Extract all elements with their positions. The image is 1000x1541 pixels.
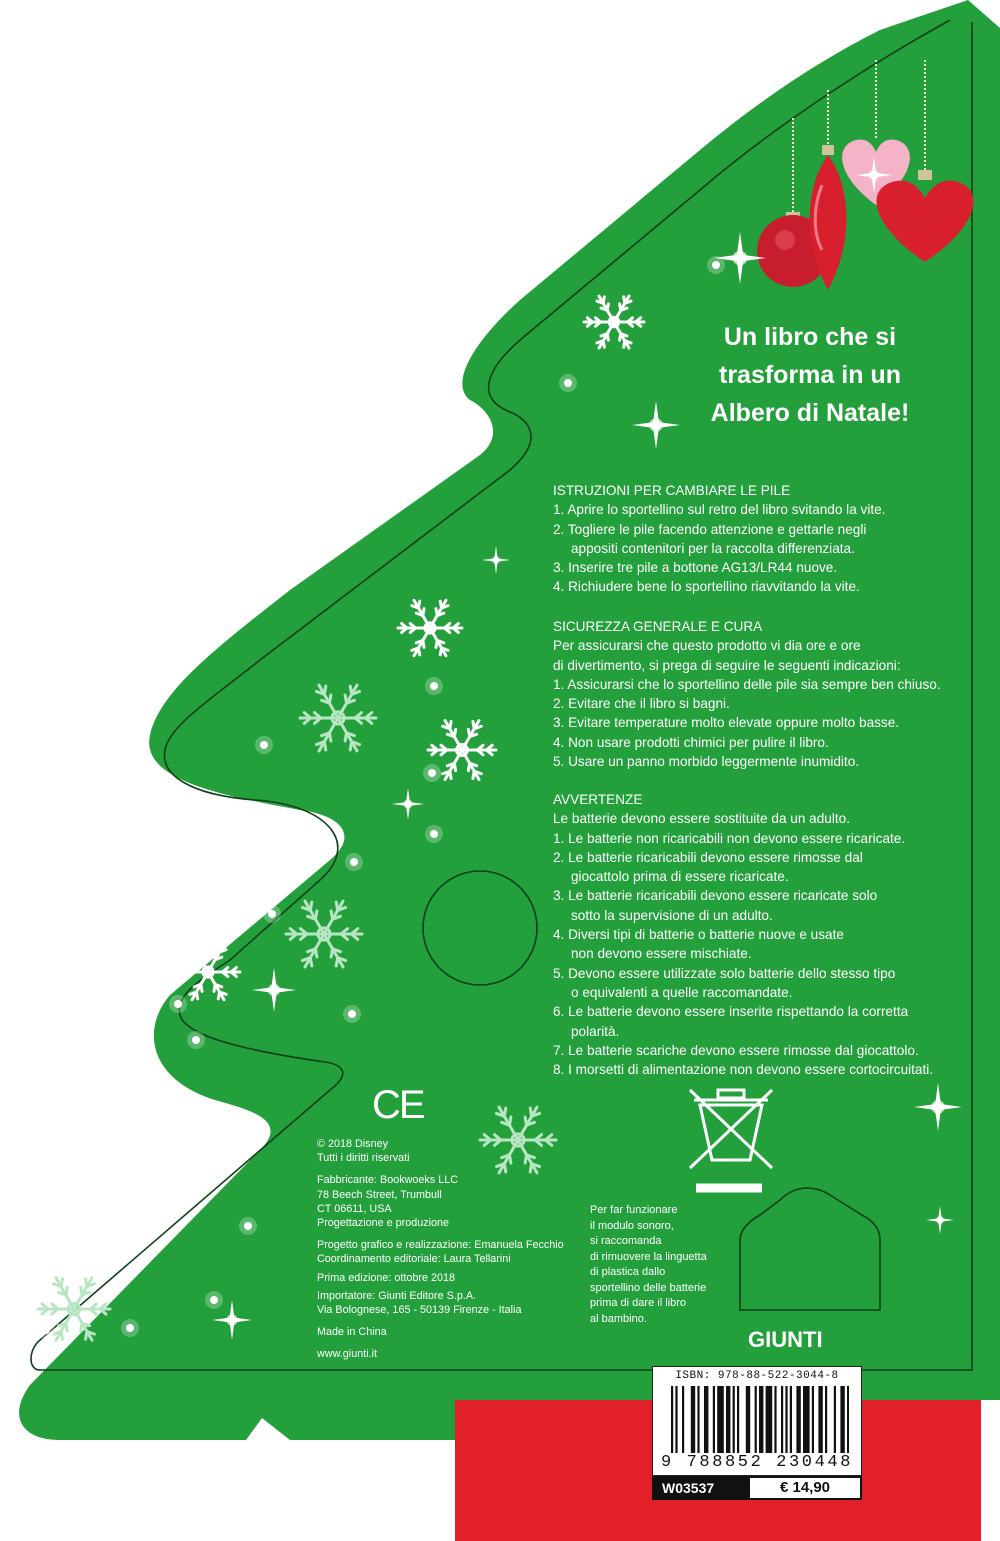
instruction-line: 4. Richiudere bene lo sportellino riavvitando la vite. bbox=[553, 579, 860, 595]
note-line: sportellino delle batterie bbox=[590, 1281, 707, 1294]
warning-line: 4. Diversi tipi di batterie o batterie nuove e usate bbox=[553, 927, 844, 943]
glow-dot bbox=[126, 1324, 134, 1332]
glow-dot bbox=[210, 1296, 218, 1304]
credit-line: Progettazione e produzione bbox=[317, 1217, 450, 1230]
credit-line: CT 06611, USA bbox=[317, 1202, 392, 1215]
credits bbox=[317, 1137, 617, 1362]
safety-line: 5. Usare un panno morbido leggermente inumidito. bbox=[553, 754, 860, 770]
warning-line: giocattolo prima di essere ricaricate. bbox=[571, 869, 789, 885]
battery-instructions bbox=[553, 481, 973, 597]
warning-line: non devono essere mischiate. bbox=[571, 946, 752, 962]
tagline-line: Un libro che si bbox=[723, 323, 897, 351]
glow-dot bbox=[260, 741, 268, 749]
credit-line: 78 Beech Street, Trumbull bbox=[317, 1188, 442, 1201]
note-line: al bambino. bbox=[590, 1312, 647, 1325]
glow-dot bbox=[350, 858, 358, 866]
credit-line: © 2018 Disney bbox=[317, 1138, 388, 1150]
credit-line: Coordinamento editoriale: Laura Tellarini bbox=[317, 1253, 511, 1266]
tagline-line: Albero di Natale! bbox=[710, 399, 910, 427]
section-title: ISTRUZIONI PER CAMBIARE LE PILE bbox=[553, 483, 791, 498]
note-line: Per far funzionare bbox=[590, 1204, 678, 1216]
safety-line: 1. Assicurarsi che lo sportellino delle pile sia sempre ben chiuso. bbox=[553, 676, 941, 692]
note-line: di plastica dallo bbox=[590, 1266, 666, 1278]
warning-line: 7. Le batterie scariche devono essere rimosse dal giocattolo. bbox=[553, 1042, 919, 1058]
note-line: il modulo sonoro, bbox=[590, 1219, 674, 1232]
note-line: si raccomanda bbox=[590, 1235, 662, 1247]
warning-line: Le batterie devono essere sostituite da un adulto. bbox=[553, 811, 850, 827]
note-line: prima di dare il libro bbox=[590, 1297, 686, 1309]
code-row bbox=[652, 1476, 862, 1500]
safety-line: 3. Evitare temperature molto elevate oppure molto basse. bbox=[553, 715, 900, 731]
warning-line: 6. Le batterie devono essere inserite rispettando la corretta bbox=[553, 1004, 909, 1020]
glow-dot bbox=[564, 379, 572, 387]
publisher-name: GIUNTI bbox=[748, 1327, 823, 1352]
barcode bbox=[667, 1386, 849, 1453]
glow-dot bbox=[244, 1222, 252, 1230]
credit-line: Made in China bbox=[317, 1326, 387, 1339]
sound-module-note bbox=[590, 1203, 730, 1327]
safety-line: 4. Non usare prodotti chimici per pulire il libro. bbox=[553, 734, 829, 750]
glow-dot bbox=[192, 1036, 200, 1044]
note-line: di rimuovere la linguetta bbox=[590, 1250, 707, 1263]
warning-line: 5. Devono essere utilizzate solo batterie dello stesso tipo bbox=[553, 965, 896, 981]
tagline-line: trasforma in un bbox=[719, 361, 901, 389]
glow-dot bbox=[174, 1000, 182, 1008]
glow-dot bbox=[268, 910, 276, 918]
safety-line: Per assicurarsi che questo prodotto vi dia ore e ore bbox=[553, 638, 861, 654]
barcode-digits: 9 788852 230448 bbox=[660, 1453, 854, 1472]
glow-dot bbox=[430, 830, 438, 838]
credit-line: Fabbricante: Bookwoeks LLC bbox=[317, 1174, 459, 1187]
credit-line: Via Bolognese, 165 - 50139 Firenze - Italia bbox=[317, 1304, 522, 1317]
warning-line: polarità. bbox=[571, 1023, 620, 1039]
credit-line: Progetto grafico e realizzazione: Emanuela Fecchio bbox=[317, 1239, 564, 1252]
isbn-label: ISBN: 978-88-522-3044-8 bbox=[675, 1370, 839, 1382]
product-code: W03537 bbox=[652, 1476, 748, 1500]
ce-mark-icon: CE bbox=[372, 1083, 424, 1127]
warning-line: 2. Le batterie ricaricabili devono essere rimosse dal bbox=[553, 849, 863, 865]
instruction-line: appositi contenitori per la raccolta differenziata. bbox=[571, 540, 855, 556]
credit-line: Importatore: Giunti Editore S.p.A. bbox=[317, 1289, 477, 1302]
credit-line: Tutti i diritti riservati bbox=[317, 1152, 410, 1165]
glow-dot bbox=[428, 769, 436, 777]
credit-line: Prima edizione: ottobre 2018 bbox=[317, 1271, 456, 1284]
safety-section bbox=[553, 617, 973, 771]
glow-dot bbox=[430, 682, 438, 690]
safety-line: 2. Evitare che il libro si bagni. bbox=[553, 696, 730, 712]
glow-dot bbox=[348, 1010, 356, 1018]
warnings-section bbox=[553, 790, 973, 1079]
section-title: SICUREZZA GENERALE E CURA bbox=[553, 619, 763, 634]
instruction-line: 3. Inserire tre pile a bottone AG13/LR44 nuove. bbox=[553, 560, 838, 576]
section-title: AVVERTENZE bbox=[553, 792, 643, 807]
instruction-line: 2. Togliere le pile facendo attenzione e gettarle negli bbox=[553, 521, 867, 537]
warning-line: 1. Le batterie non ricaricabili non devono essere ricaricate. bbox=[553, 830, 906, 846]
credit-line: www.giunti.it bbox=[317, 1348, 378, 1361]
safety-line: di divertimento, si prega di seguire le seguenti indicazioni: bbox=[553, 657, 901, 673]
instruction-line: 1. Aprire lo sportellino sul retro del libro svitando la vite. bbox=[553, 502, 886, 518]
warning-line: 8. I morsetti di alimentazione non devono essere cortocircuitati. bbox=[553, 1062, 934, 1078]
warning-line: 3. Le batterie ricaricabili devono essere ricaricate solo bbox=[553, 888, 878, 904]
isbn-box bbox=[652, 1366, 862, 1476]
tagline bbox=[640, 318, 980, 432]
giunti-logo-icon bbox=[748, 1327, 823, 1353]
glow-dot bbox=[712, 261, 720, 269]
warning-line: sotto la supervisione di un adulto. bbox=[571, 907, 773, 923]
price: € 14,90 bbox=[748, 1476, 862, 1500]
glow-dot bbox=[42, 1326, 50, 1334]
warning-line: o equivalenti a quelle raccomandate. bbox=[571, 984, 793, 1000]
